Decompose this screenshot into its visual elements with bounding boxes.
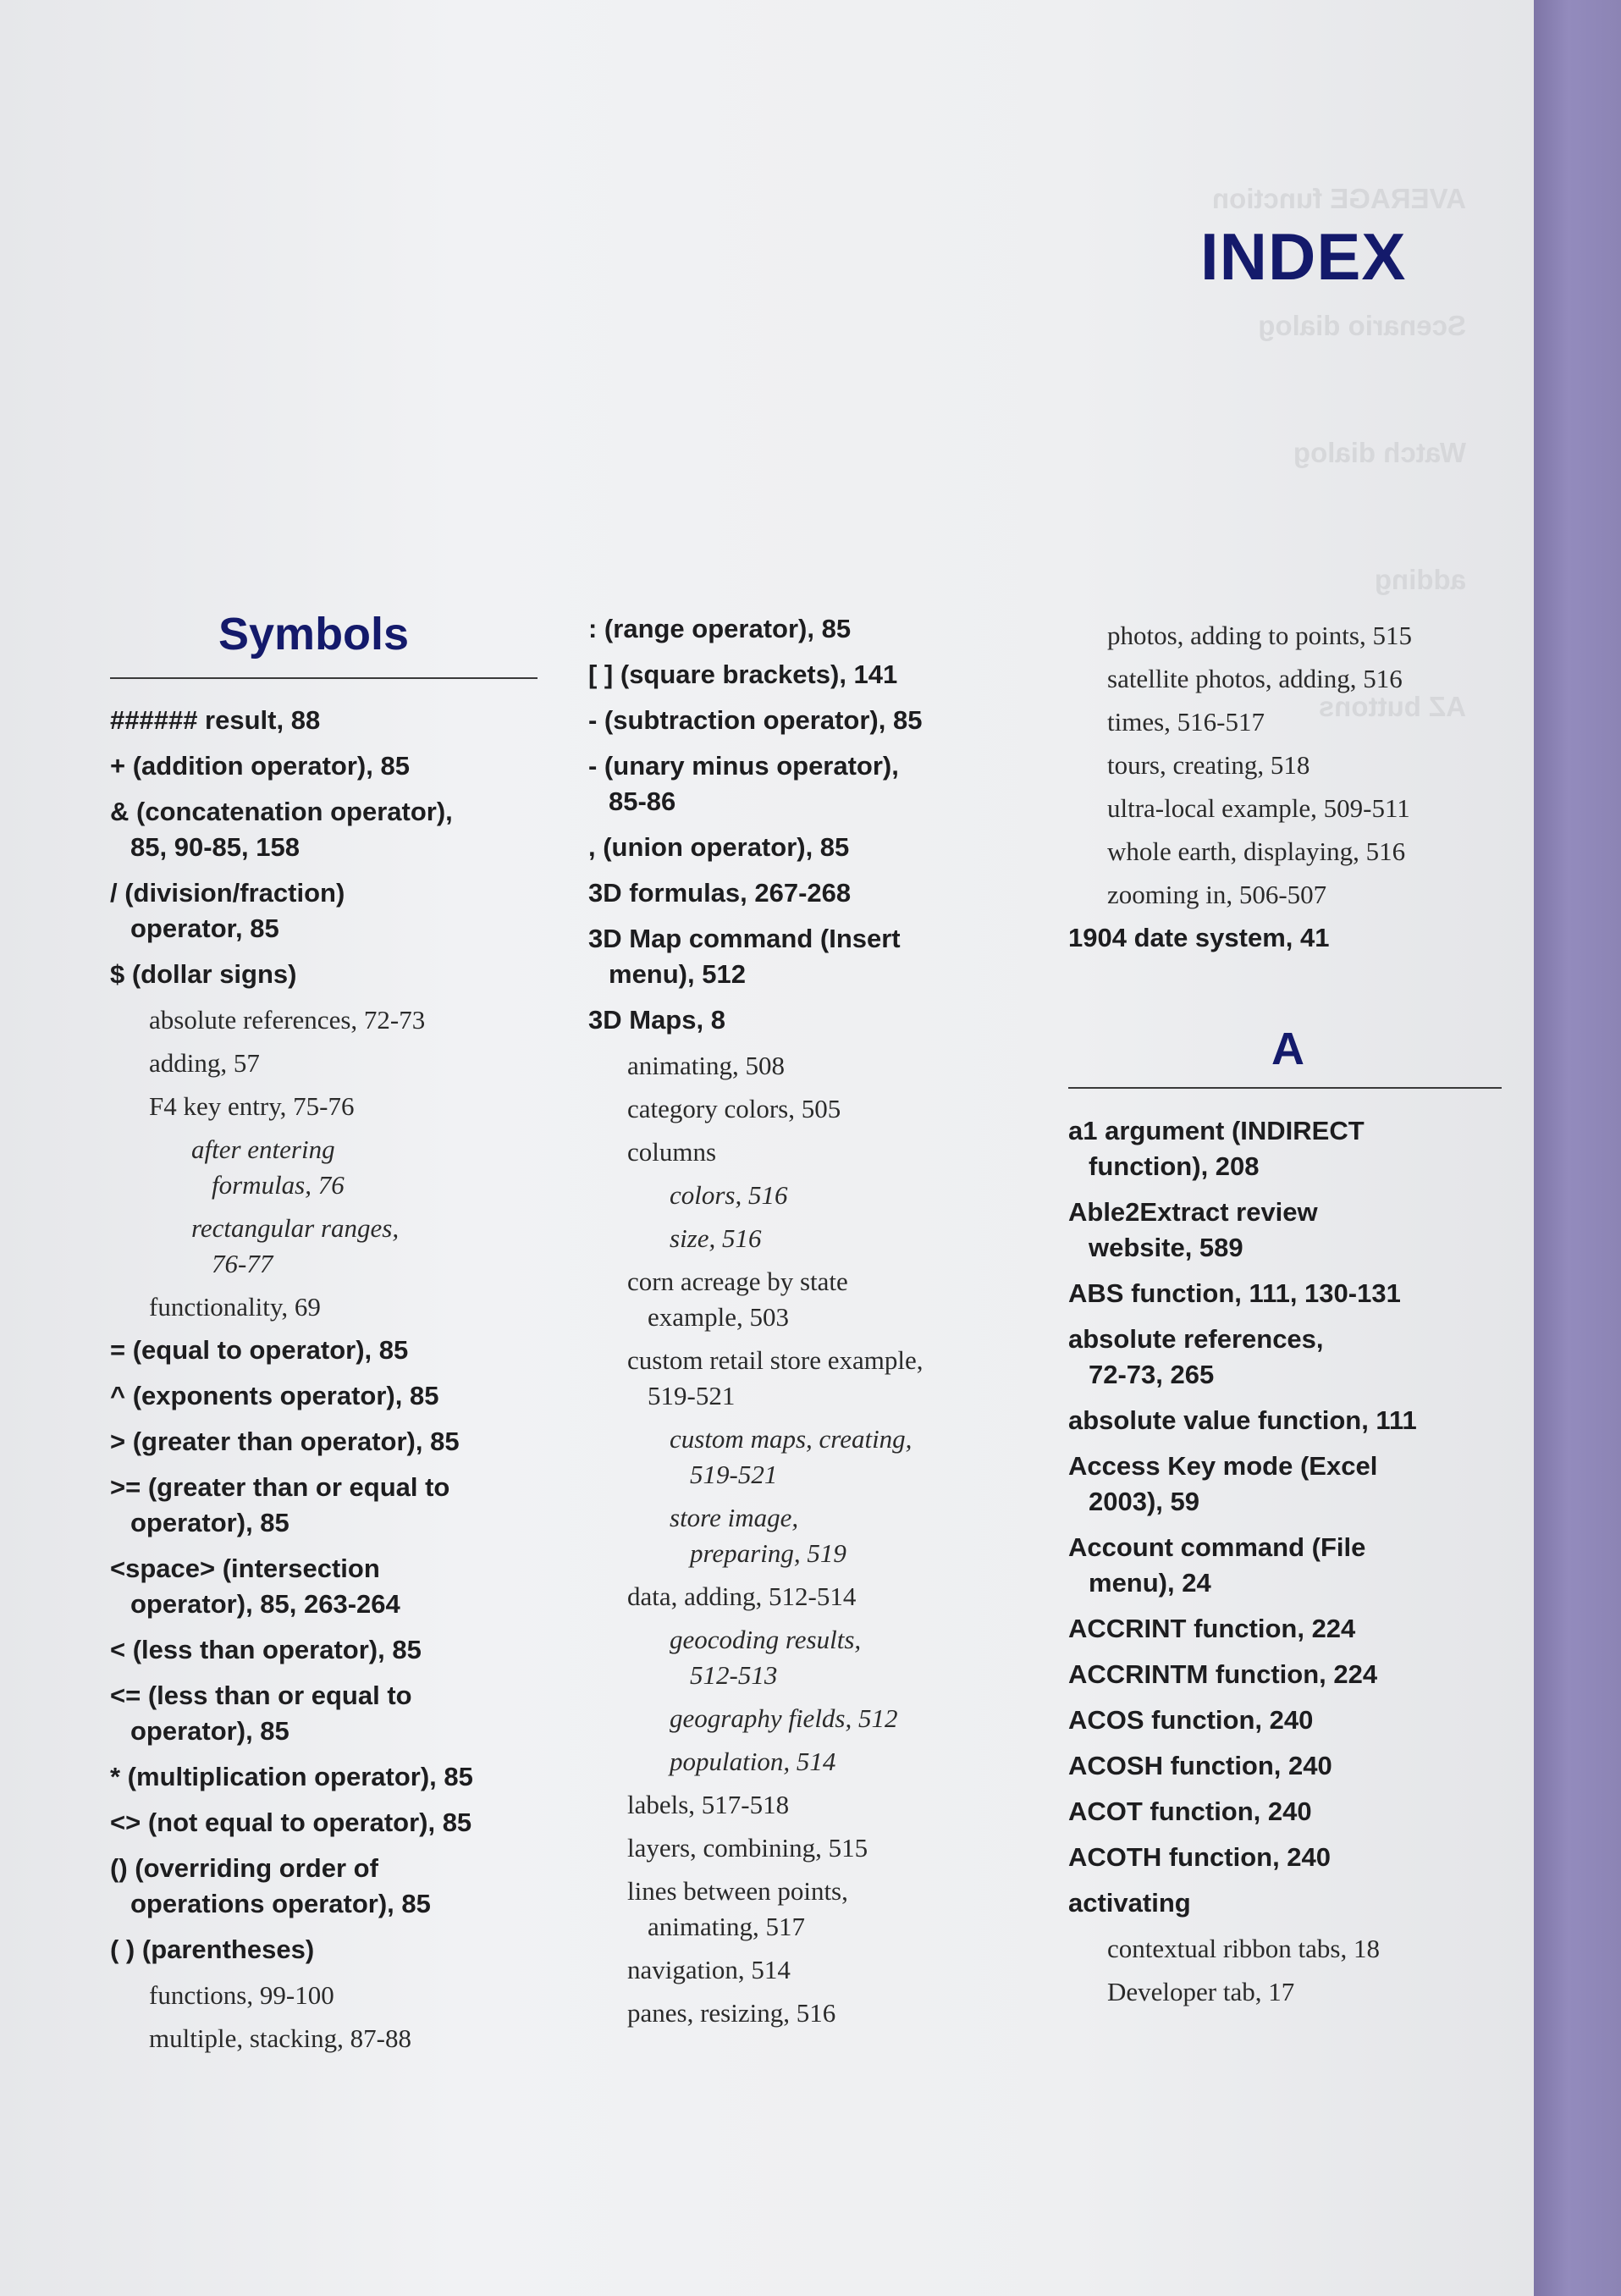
index-entry (110, 1424, 460, 1460)
index-entry-line: menu), 24 (1089, 1568, 1211, 1598)
index-entry-line: layers, combining, 515 (627, 1833, 868, 1863)
index-entry-line: labels, 517-518 (627, 1790, 790, 1819)
index-entry-line: () (overriding order of (110, 1853, 378, 1883)
index-entry (149, 1289, 321, 1325)
index-entry-line: rectangular ranges, (191, 1213, 400, 1243)
index-entry (1107, 877, 1326, 913)
index-entry (1068, 920, 1330, 956)
section-rule (1068, 1087, 1502, 1089)
index-entry-line: 519-521 (690, 1460, 778, 1489)
index-entry-line: 76-77 (212, 1249, 273, 1278)
index-entry-line: menu), 512 (609, 959, 746, 989)
index-entry-line: lines between points, (627, 1876, 848, 1906)
index-entry-line: panes, resizing, 516 (627, 1998, 836, 2028)
index-entry (588, 1002, 725, 1038)
index-entry (110, 1851, 431, 1922)
index-entry-line: tours, creating, 518 (1107, 750, 1310, 780)
index-entry (670, 1622, 861, 1693)
index-entry-line: : (range operator), 85 (588, 614, 852, 643)
index-entry-line: > (greater than operator), 85 (110, 1427, 460, 1456)
index-entry-line: $ (dollar signs) (110, 959, 297, 989)
index-entry (1068, 1530, 1365, 1601)
index-entry-line: ACCRINTM function, 224 (1068, 1659, 1378, 1689)
index-entry (670, 1178, 788, 1213)
index-entry-line: & (concatenation operator), (110, 797, 453, 826)
section-heading-a: A (1271, 1024, 1304, 1074)
index-entry-line: Access Key mode (Excel (1068, 1451, 1378, 1481)
index-entry-line: , (union operator), 85 (588, 832, 850, 862)
index-entry-line: size, 516 (670, 1223, 762, 1253)
index-entry-line: ABS function, 111, 130-131 (1068, 1278, 1401, 1308)
index-entry (1068, 1113, 1365, 1184)
index-entry (110, 1470, 449, 1541)
index-entry-line: operator), 85, 263-264 (130, 1589, 400, 1619)
index-entry (110, 1378, 438, 1414)
index-entry-line: >= (greater than or equal to (110, 1472, 450, 1502)
index-entry-line: 3D formulas, 267-268 (588, 878, 852, 908)
ghost-line: Scenario dialog (1258, 310, 1466, 341)
index-entry-line: ( ) (parentheses) (110, 1934, 315, 1964)
index-entry-line: Account command (File (1068, 1532, 1366, 1562)
index-entry (670, 1421, 912, 1493)
page-title: INDEX (1200, 219, 1407, 294)
index-entry (110, 1932, 314, 1968)
index-entry-line: ACOT function, 240 (1068, 1797, 1312, 1826)
index-entry (110, 1333, 408, 1368)
index-entry (588, 875, 851, 911)
index-entry (1107, 1974, 1294, 2010)
index-entry-line: operations operator), 85 (130, 1889, 431, 1918)
index-entry-line: - (subtraction operator), 85 (588, 705, 923, 735)
index-entry (627, 1995, 835, 2031)
index-entry (627, 1134, 716, 1170)
index-entry-line: 512-513 (690, 1660, 778, 1690)
index-entry (149, 1978, 334, 2013)
index-entry-line: ACOTH function, 240 (1068, 1842, 1332, 1872)
section-heading-symbols: Symbols (218, 609, 410, 660)
index-entry-line: <space> (intersection (110, 1554, 380, 1583)
index-entry (588, 703, 922, 738)
index-entry (110, 703, 320, 738)
index-entry-line: absolute references, 72-73 (149, 1005, 426, 1035)
index-entry (627, 1264, 848, 1335)
index-entry-line: ###### result, 88 (110, 705, 321, 735)
index-entry-line: store image, (670, 1503, 799, 1532)
index-entry-line: functionality, 69 (149, 1292, 321, 1322)
index-entry-line: corn acreage by state (627, 1267, 848, 1296)
index-entry (627, 1787, 789, 1823)
index-entry (110, 794, 453, 865)
index-entry-line: contextual ribbon tabs, 18 (1107, 1934, 1380, 1963)
index-entry-line: / (division/fraction) (110, 878, 345, 908)
index-entry (110, 1678, 412, 1749)
index-entry-line: zooming in, 506-507 (1107, 880, 1327, 909)
index-entry (1068, 1403, 1417, 1438)
index-entry-line: animating, 517 (648, 1912, 805, 1941)
index-entry-line: operator, 85 (130, 913, 279, 943)
index-entry-line: = (equal to operator), 85 (110, 1335, 409, 1365)
index-entry (588, 657, 897, 693)
index-entry-line: [ ] (square brackets), 141 (588, 660, 898, 689)
index-entry-line: colors, 516 (670, 1180, 788, 1210)
index-entry-line: preparing, 519 (690, 1538, 846, 1568)
index-entry-line: * (multiplication operator), 85 (110, 1762, 473, 1791)
index-entry (1068, 1703, 1313, 1738)
index-entry-line: ^ (exponents operator), 85 (110, 1381, 439, 1410)
ghost-line: adding (1374, 564, 1466, 595)
index-entry (149, 1002, 425, 1038)
index-entry-line: functions, 99-100 (149, 1980, 334, 2010)
section-rule (110, 677, 538, 679)
index-entry-line: 85, 90-85, 158 (130, 832, 300, 862)
index-entry (1068, 1657, 1377, 1692)
index-entry-line: adding, 57 (149, 1048, 260, 1078)
index-entry (191, 1132, 345, 1203)
index-entry-line: < (less than operator), 85 (110, 1635, 422, 1664)
index-entry (588, 921, 901, 992)
index-entry (627, 1830, 868, 1866)
index-entry (588, 611, 851, 647)
index-entry-line: data, adding, 512-514 (627, 1581, 857, 1611)
index-entry (110, 875, 345, 947)
index-entry-line: + (addition operator), 85 (110, 751, 410, 781)
index-entry-line: geography fields, 512 (670, 1703, 898, 1733)
index-entry-line: animating, 508 (627, 1051, 785, 1080)
index-entry (1068, 1885, 1191, 1921)
index-entry (1107, 704, 1265, 740)
index-entry-line: photos, adding to points, 515 (1107, 621, 1412, 650)
index-entry (110, 748, 410, 784)
index-entry (1107, 1931, 1380, 1967)
index-entry-line: navigation, 514 (627, 1955, 791, 1984)
index-entry (110, 1551, 400, 1622)
index-entry-line: 72-73, 265 (1089, 1360, 1215, 1389)
index-entry (627, 1091, 841, 1127)
index-entry (1068, 1322, 1324, 1393)
index-entry-line: website, 589 (1089, 1233, 1243, 1262)
index-entry-line: <> (not equal to operator), 85 (110, 1808, 472, 1837)
index-entry (627, 1952, 791, 1988)
index-entry (110, 1632, 422, 1668)
index-entry-line: function), 208 (1089, 1151, 1260, 1181)
index-entry-line: ultra-local example, 509-511 (1107, 793, 1410, 823)
index-entry (1107, 748, 1309, 783)
index-entry-line: 2003), 59 (1089, 1487, 1199, 1516)
index-entry (110, 1759, 473, 1795)
ghost-line: AVERAGE function (1211, 183, 1466, 214)
index-entry (1068, 1195, 1318, 1266)
index-entry (149, 1046, 260, 1081)
index-entry-line: <= (less than or equal to (110, 1681, 412, 1710)
index-entry-line: custom retail store example, (627, 1345, 924, 1375)
page-edge-tab (1534, 0, 1621, 2296)
index-entry (588, 830, 849, 865)
index-entry (1107, 618, 1412, 654)
index-entry (627, 1579, 856, 1614)
index-entry-line: absolute value function, 111 (1068, 1405, 1417, 1435)
index-entry-line: 3D Maps, 8 (588, 1005, 725, 1035)
index-entry-line: columns (627, 1137, 717, 1167)
index-entry (670, 1500, 846, 1571)
index-entry-line: ACOS function, 240 (1068, 1705, 1314, 1735)
index-entry-line: custom maps, creating, (670, 1424, 913, 1454)
index-entry-line: Able2Extract review (1068, 1197, 1318, 1227)
index-entry-line: 519-521 (648, 1381, 736, 1410)
index-entry-line: absolute references, (1068, 1324, 1324, 1354)
index-entry-line: 3D Map command (Insert (588, 924, 901, 953)
index-entry (191, 1211, 399, 1282)
index-entry (588, 748, 899, 820)
index-entry-line: ACCRINT function, 224 (1068, 1614, 1356, 1643)
index-entry-line: times, 516-517 (1107, 707, 1265, 737)
index-entry-line: formulas, 76 (212, 1170, 345, 1200)
index-entry (1068, 1449, 1377, 1520)
index-entry (1068, 1748, 1332, 1784)
index-entry (110, 957, 296, 992)
index-entry (670, 1701, 898, 1736)
index-entry (1068, 1611, 1355, 1647)
index-entry-line: 85-86 (609, 786, 676, 816)
index-entry-line: - (unary minus operator), (588, 751, 899, 781)
index-entry-line: activating (1068, 1888, 1191, 1918)
index-entry-line: multiple, stacking, 87-88 (149, 2023, 411, 2053)
index-entry-line: after entering (191, 1134, 335, 1164)
index-entry (1107, 661, 1403, 697)
index-entry-line: operator), 85 (130, 1508, 289, 1537)
index-entry-line: category colors, 505 (627, 1094, 841, 1123)
index-entry-line: 1904 date system, 41 (1068, 923, 1330, 952)
index-entry (627, 1343, 924, 1414)
index-entry-line: ACOSH function, 240 (1068, 1751, 1332, 1780)
index-entry (670, 1744, 835, 1780)
index-entry-line: population, 514 (670, 1747, 836, 1776)
index-entry (1107, 791, 1410, 826)
ghost-line: AZ buttons (1318, 691, 1466, 722)
index-entry (1068, 1276, 1401, 1311)
index-entry (627, 1048, 785, 1084)
index-entry-line: satellite photos, adding, 516 (1107, 664, 1403, 693)
index-entry-line: whole earth, displaying, 516 (1107, 836, 1406, 866)
index-entry (1068, 1840, 1331, 1875)
index-entry-line: operator), 85 (130, 1716, 289, 1746)
index-entry-line: a1 argument (INDIRECT (1068, 1116, 1365, 1145)
index-entry (149, 1089, 355, 1124)
index-entry (1107, 834, 1405, 869)
ghost-line: Watch dialog (1293, 437, 1466, 468)
index-entry (670, 1221, 762, 1256)
index-entry (149, 2021, 411, 2056)
index-entry-line: example, 503 (648, 1302, 790, 1332)
index-entry (627, 1874, 848, 1945)
index-entry-line: F4 key entry, 75-76 (149, 1091, 355, 1121)
index-entry (110, 1805, 471, 1841)
index-entry (1068, 1794, 1312, 1830)
index-entry-line: Developer tab, 17 (1107, 1977, 1295, 2006)
index-entry-line: geocoding results, (670, 1625, 862, 1654)
